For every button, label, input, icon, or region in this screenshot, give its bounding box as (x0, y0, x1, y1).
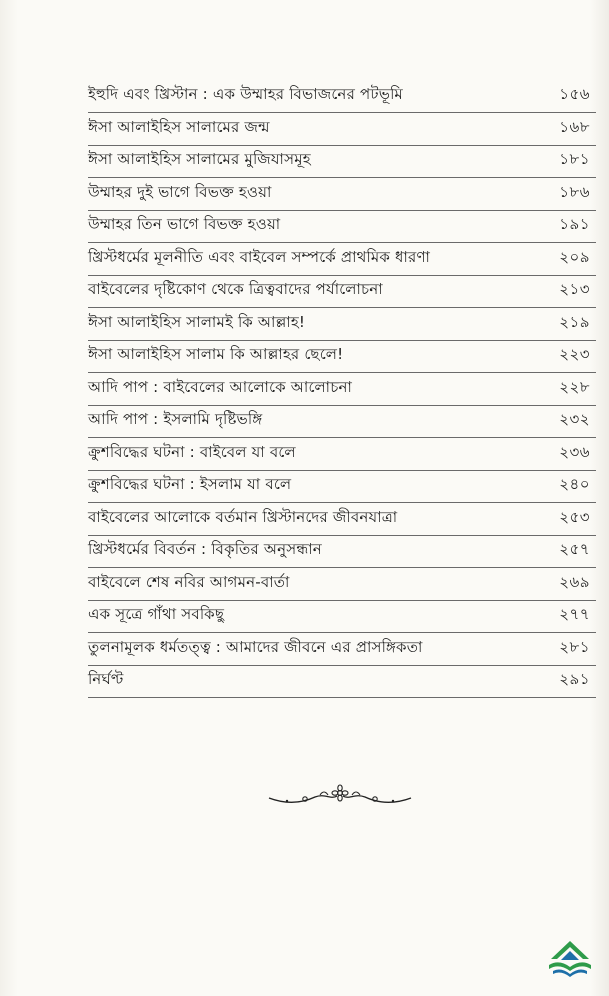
toc-entry (88, 276, 596, 309)
publisher-logo-icon (545, 937, 595, 981)
toc-entry-page: ২১৯ (559, 312, 590, 331)
toc-entry-page: ২৪০ (559, 475, 590, 493)
toc-entry (88, 536, 596, 569)
toc-entry-title: খ্রিস্টধর্মের মূলনীতি এবং বাইবেল সম্পর্কে প্রাথমিক ধারণা (88, 247, 431, 266)
toc-entry (88, 373, 596, 406)
toc-entry-title: নির্ঘণ্ট (88, 670, 124, 688)
toc-entry-page: ১৮১ (559, 150, 590, 168)
toc-entry-title: ঈসা আলাইহিস সালামই কি আল্লাহ! (88, 312, 306, 331)
toc-entry-page: ২১৩ (559, 280, 590, 298)
toc-entry-page: ২২৮ (559, 377, 590, 396)
toc-entry (88, 146, 596, 179)
toc-entry-page: ২২৩ (559, 345, 590, 363)
toc-entry (88, 471, 596, 504)
toc-entry-title: আদি পাপ : বাইবেলের আলোকে আলোচনা (88, 377, 353, 396)
toc-entry-title: বাইবেলের আলোকে বর্তমান খ্রিস্টানদের জীবনযাত্রা (88, 507, 398, 526)
toc-entry (88, 503, 596, 536)
toc-entry (88, 308, 596, 341)
toc-entry (88, 243, 596, 276)
toc-entry-page: ২৫৩ (559, 507, 590, 526)
toc-entry-title: উম্মাহর তিন ভাগে বিভক্ত হওয়া (88, 215, 281, 233)
toc-entry-title: তুলনামূলক ধর্মতত্ত্ব : আমাদের জীবনে এর প্রাসঙ্গিকতা (88, 637, 423, 656)
toc-entry-page: ২৫৭ (559, 540, 590, 558)
toc-entry-title: ক্রুশবিদ্ধের ঘটনা : ইসলাম যা বলে (88, 475, 292, 493)
toc-entry-page: ১৯১ (559, 215, 590, 233)
toc-entry-title: ঈসা আলাইহিস সালাম কি আল্লাহর ছেলে! (88, 345, 344, 363)
toc-entry (88, 211, 596, 244)
toc-entry-title: ইহুদি এবং খ্রিস্টান : এক উম্মাহর বিভাজনের পটভূমি (88, 85, 403, 103)
toc-entry (88, 87, 596, 113)
toc-entry-page: ২৩২ (559, 410, 590, 428)
toc-entry-page: ১৬৮ (559, 117, 590, 136)
floral-divider-icon (265, 782, 415, 808)
toc-entry-title: খ্রিস্টধর্মের বিবর্তন : বিকৃতির অনুসন্ধান (88, 540, 322, 558)
toc-entry-page: ২০৯ (559, 247, 590, 266)
toc-entry-page: ২৮১ (559, 637, 590, 656)
toc-entry-page: ২৩৬ (559, 442, 590, 461)
toc-entry-title: ঈসা আলাইহিস সালামের মুজিযাসমূহ (88, 150, 311, 168)
toc-entry (88, 666, 596, 699)
toc-entry-page: ১৮৬ (559, 182, 590, 201)
toc-entry (88, 113, 596, 146)
toc-entry-page: ১৫৬ (559, 85, 590, 103)
toc-entry-title: এক সূত্রে গাঁথা সবকিছু (88, 605, 225, 623)
toc-entry-title: বাইবেলে শেষ নবির আগমন-বার্তা (88, 572, 290, 591)
toc-entry (88, 601, 596, 634)
toc-entry-title: উম্মাহর দুই ভাগে বিভক্ত হওয়া (88, 182, 272, 201)
toc-entry (88, 568, 596, 601)
toc-entry-title: ক্রুশবিদ্ধের ঘটনা : বাইবেল যা বলে (88, 442, 296, 461)
toc-entry-page: ২৯১ (559, 670, 590, 688)
toc-entry-page: ২৬৯ (559, 572, 590, 591)
table-of-contents (88, 87, 596, 698)
toc-entry-title: আদি পাপ : ইসলামি দৃষ্টিভঙ্গি (88, 410, 263, 428)
toc-entry-title: ঈসা আলাইহিস সালামের জন্ম (88, 117, 270, 136)
toc-entry (88, 341, 596, 374)
toc-entry (88, 406, 596, 439)
toc-entry (88, 178, 596, 211)
toc-entry (88, 633, 596, 666)
toc-entry (88, 438, 596, 471)
toc-entry-page: ২৭৭ (559, 605, 590, 623)
toc-entry-title: বাইবেলের দৃষ্টিকোণ থেকে ত্রিত্ববাদের পর্যালোচনা (88, 280, 383, 298)
